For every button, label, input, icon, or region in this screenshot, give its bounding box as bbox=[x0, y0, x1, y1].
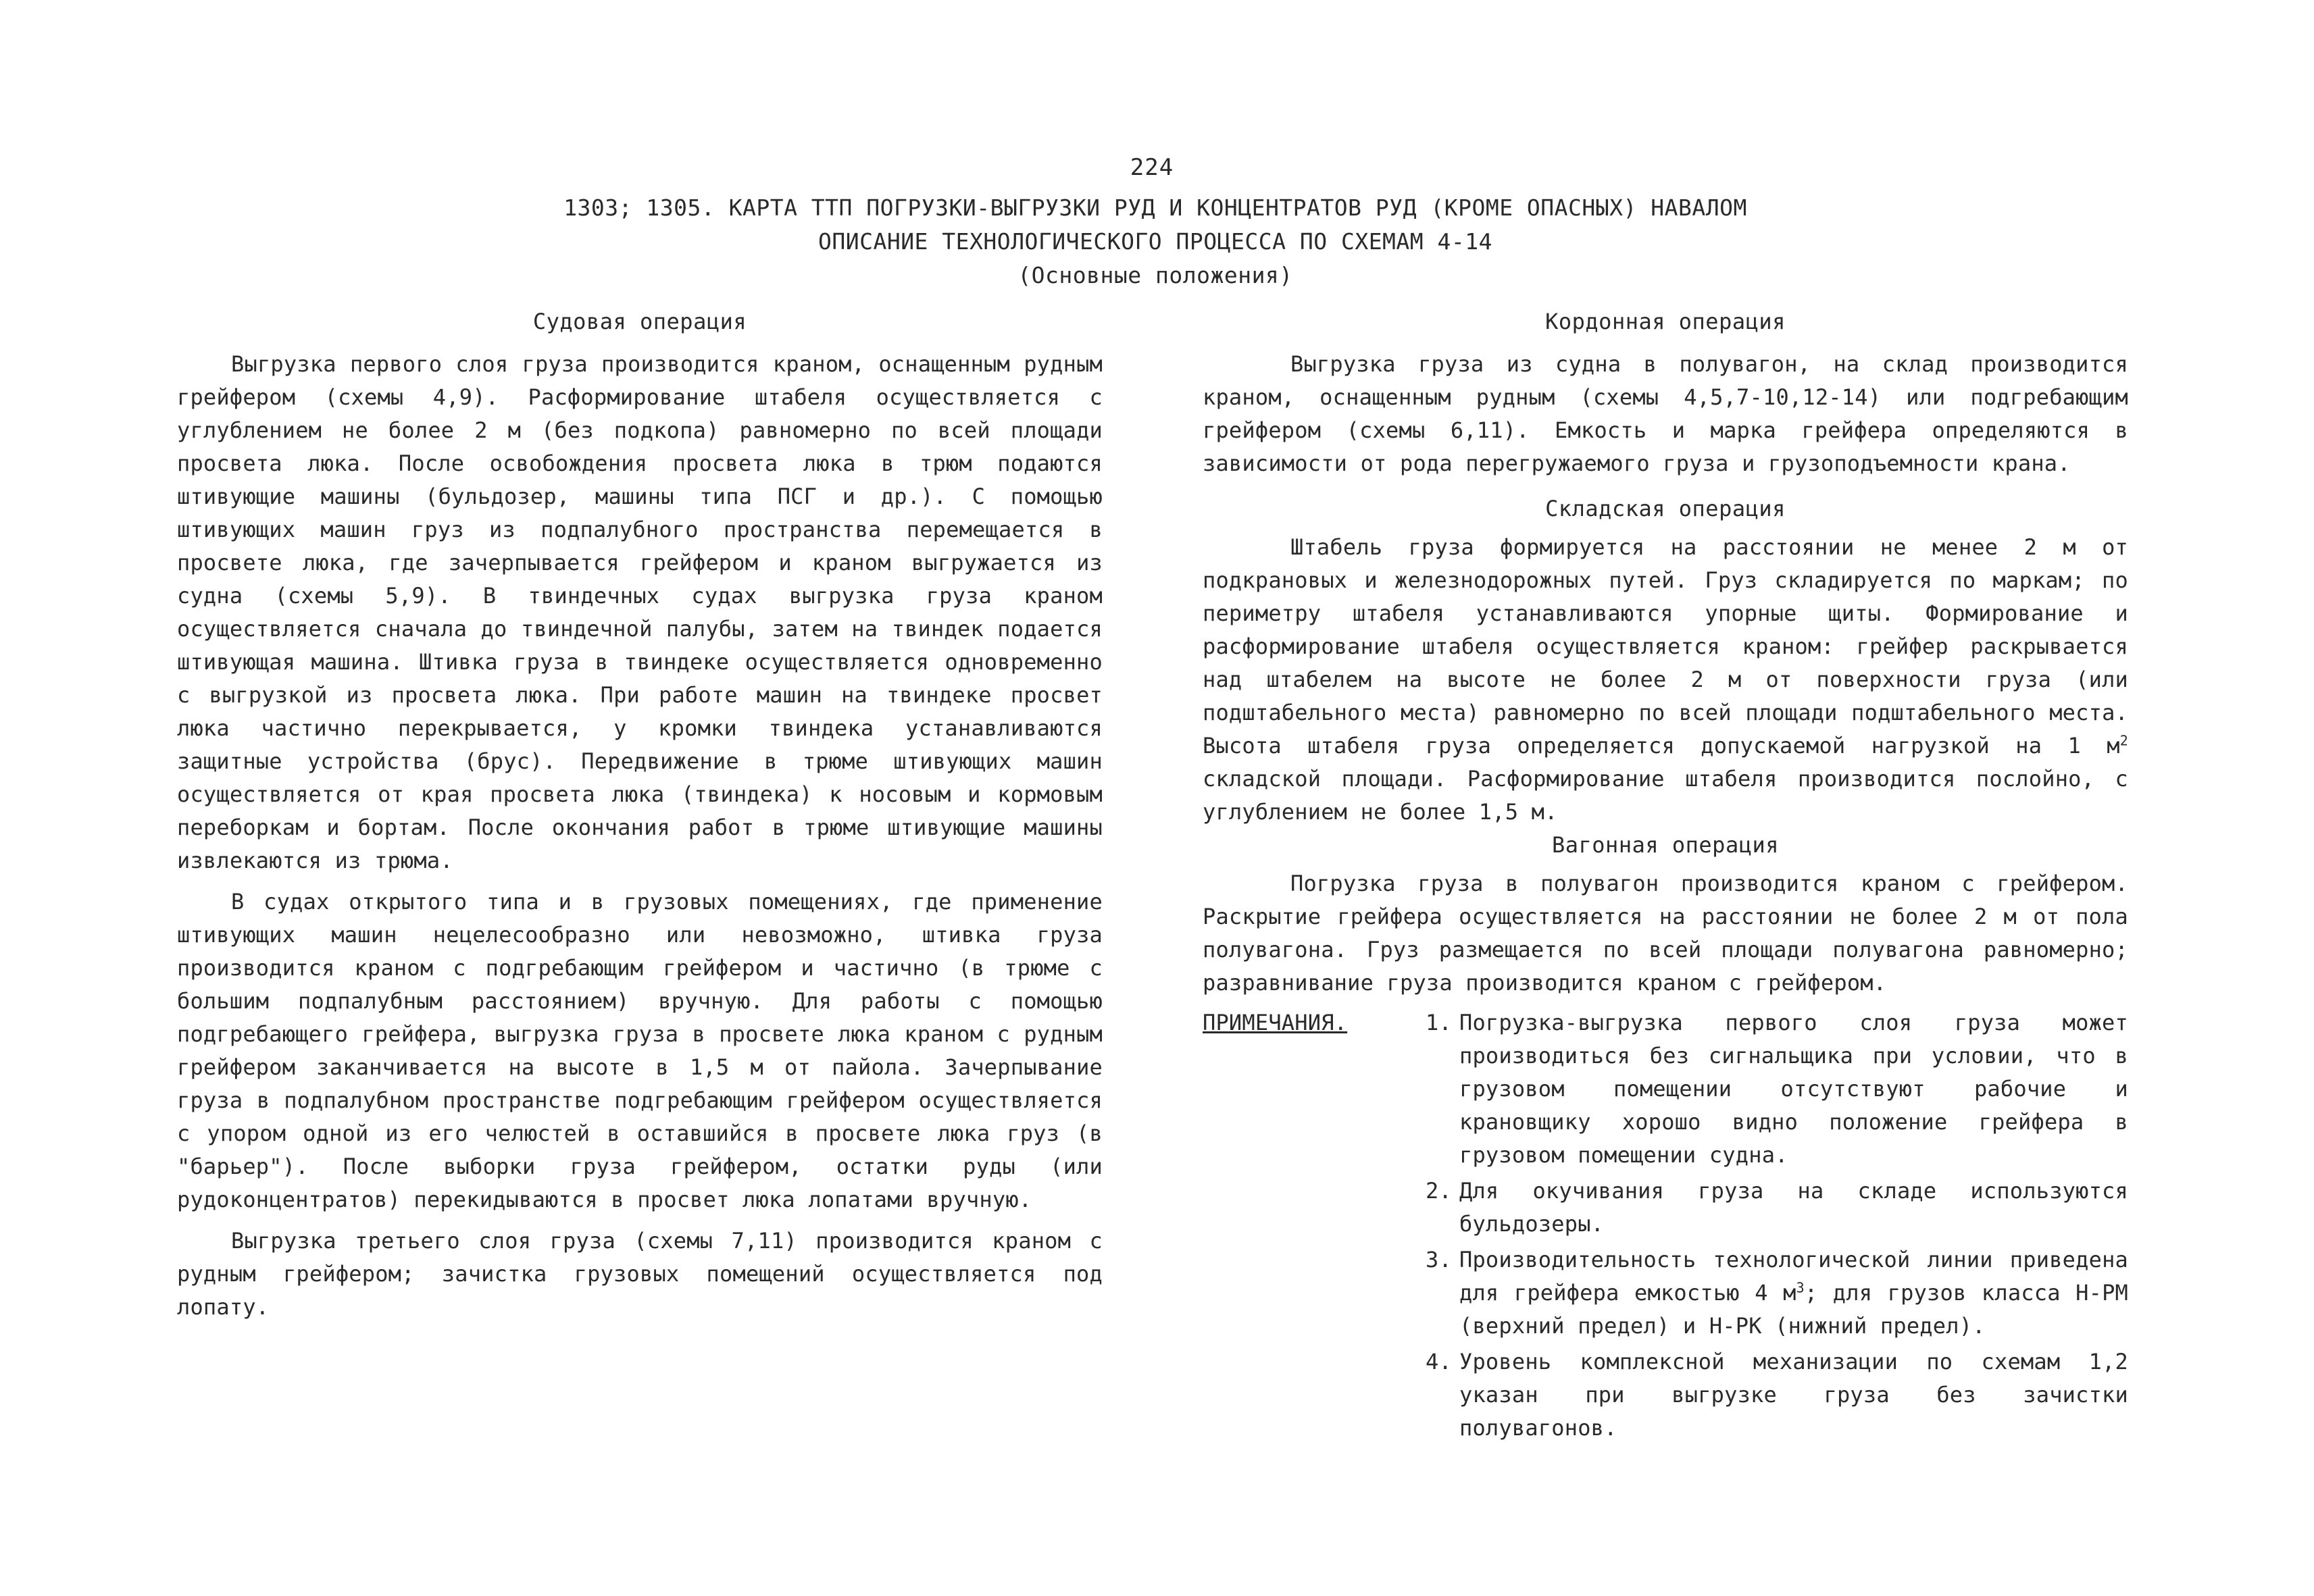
paragraph: В судах открытого типа и в грузовых помещениях, где применение штивующих машин нецелесообразно или невозможно, штивка груза производится краном с подгребающим грейфером и частично (в трюме с большим подпалубным расстоянием) вручную. Для работы с помощью подгребающего грейфера, выгрузка груза в просвете люка краном с рудным грейфером заканчивается на высоте в 1,5 м от пайола. Зачерпывание груза в подпалубном пространстве подгребающим грейфером осуществляется с упором одной из его челюстей в оставшийся в просвете люка груз (в "барьер"). После выборки груза грейфером, остатки руды (или рудоконцентратов) перекидываются в просвет люка лопатами вручную. bbox=[177, 889, 1103, 1212]
text-fragment: складской площади. Расформирование штабеля производится послойно, с углублением не более 1,5 м. bbox=[1203, 766, 2128, 825]
superscript: 2 bbox=[2119, 732, 2128, 749]
text-fragment: ; для грузов класса Н-РМ (верхний предел) и Н-РК (нижний предел). bbox=[1459, 1280, 2128, 1339]
note-text bbox=[1459, 1243, 2128, 1343]
paragraph: Погрузка груза в полувагон производится краном с грейфером. Раскрытие грейфера осуществляется на расстоянии не более 2 м от пола полувагона. Груз размещается по всей площади полувагона равномерно; разравнивание груза производится краном с грейфером. bbox=[1203, 871, 2128, 996]
document-title-line-2: ОПИСАНИЕ ТЕХНОЛОГИЧЕСКОГО ПРОЦЕССА ПО СХЕМАМ 4-14 bbox=[818, 228, 1493, 255]
note-number: 4. bbox=[1426, 1349, 1452, 1374]
paragraph bbox=[1203, 531, 2128, 829]
paragraph: Выгрузка груза из судна в полувагон, на склад производится краном, оснащенным рудным (схемы 4,5,7-10,12-14) или подгребающим грейфером (схемы 6,11). Емкость и марка грейфера определяются в зависимости от рода перегружаемого груза и грузоподъемности крана. bbox=[1203, 351, 2128, 476]
notes-block bbox=[1203, 1006, 2128, 1447]
superscript: 3 bbox=[1796, 1279, 1805, 1296]
notes-label: ПРИМЕЧАНИЯ. bbox=[1203, 1010, 1348, 1035]
note-number: 1. bbox=[1426, 1010, 1452, 1035]
section-heading-warehouse-operation: Складская операция bbox=[1545, 496, 1786, 521]
note-number: 2. bbox=[1426, 1178, 1452, 1204]
text-fragment: Производительность технологической линии приведена для грейфера емкостью 4 м bbox=[1459, 1247, 2128, 1306]
paragraph: Выгрузка первого слоя груза производится краном, оснащенным рудным грейфером (схемы 4,9). Расформирование штабеля осуществляется с углублением не более 2 м (без подкопа) равномерно по всей площади просвета люка. После освобождения просвета люка в трюм подаются штивующие машины (бульдозер, машины типа ПСГ и др.). С помощью штивующих машин груз из подпалубного пространства перемещается в просвете люка, где зачерпывается грейфером и краном выгружается из судна (схемы 5,9). В твиндечных судах выгрузка груза краном осуществляется сначала до твиндечной палубы, затем на твиндек подается штивующая машина. Штивка груза в твиндеке осуществляется одновременно с выгрузкой из просвета люка. При работе машин на твиндеке просвет люка частично перекрывается, у кромки твиндека устанавливаются защитные устройства (брус). Передвижение в трюме штивующих машин осуществляется от края просвета люка (твиндека) к носовым и кормовым переборкам и бортам. После окончания работ в трюме штивующие машины извлекаются из трюма. bbox=[177, 351, 1103, 873]
notes-list bbox=[1426, 1006, 2128, 1447]
note-item bbox=[1426, 1006, 2128, 1172]
note-item bbox=[1426, 1175, 2128, 1241]
section-heading-cordon-operation: Кордонная операция bbox=[1545, 309, 1786, 334]
document-title-line-3: (Основные положения) bbox=[1017, 262, 1293, 288]
note-text: Погрузка-выгрузка первого слоя груза может производиться без сигнальщика при условии, что в грузовом помещении отсутствуют рабочие и крановщику хорошо видно положение грейфера в грузовом помещении судна. bbox=[1459, 1010, 2128, 1168]
left-column bbox=[177, 305, 1103, 1324]
note-item bbox=[1426, 1243, 2128, 1343]
section-heading-ship-operation: Судовая операция bbox=[532, 309, 747, 334]
page-number: 224 bbox=[1130, 154, 1174, 181]
text-fragment: Штабель груза формируется на расстоянии не менее 2 м от подкрановых и железнодорожных путей. Груз складируется по маркам; по периметру штабеля устанавливаются упорные щиты. Формирование и расформирование штабеля осуществляется краном: грейфер раскрывается над штабелем на высоте не более 2 м от поверхности груза (или подштабельного места) равномерно по всей площади подштабельного места. Высота штабеля груза определяется допускаемой нагрузкой на 1 м bbox=[1203, 534, 2128, 758]
paragraph: Выгрузка третьего слоя груза (схемы 7,11) производится краном с рудным грейфером; зачистка грузовых помещений осуществляется под лопату. bbox=[177, 1228, 1103, 1320]
note-number: 3. bbox=[1426, 1247, 1452, 1272]
section-heading-wagon-operation: Вагонная операция bbox=[1551, 832, 1779, 858]
note-text: Уровень комплексной механизации по схемам 1,2 указан при выгрузке груза без зачистки полувагонов. bbox=[1459, 1349, 2128, 1441]
note-item bbox=[1426, 1345, 2128, 1445]
right-column bbox=[1203, 305, 2128, 1447]
document-title-line-1: 1303; 1305. КАРТА ТТП ПОГРУЗКИ-ВЫГРУЗКИ РУД И КОНЦЕНТРАТОВ РУД (КРОМЕ ОПАСНЫХ) НАВАЛОМ bbox=[563, 195, 1747, 221]
note-text: Для окучивания груза на складе используются бульдозеры. bbox=[1459, 1178, 2128, 1237]
